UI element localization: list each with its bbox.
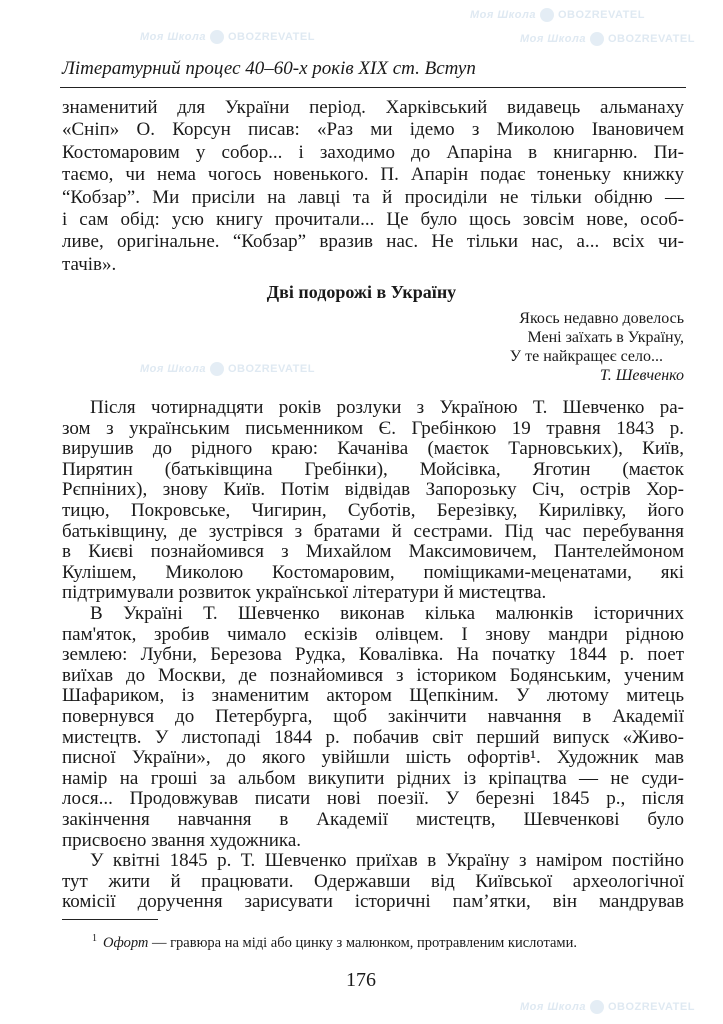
text-line: Після чотирнадцяти років розлуки з Україною Т. Шевченко ра- bbox=[90, 397, 684, 418]
text-line: тачів». bbox=[62, 254, 117, 275]
text-line: і сам обід: усю книгу прочитали... Це було щось зовсім нове, особ- bbox=[62, 209, 684, 230]
text-line: Пирятин (батьківщина Гребінки), Мойсівка, Яготин (маєток bbox=[62, 459, 684, 480]
text-line: Кулішем, Миколою Костомаровим, поміщиками-меценатами, які bbox=[62, 562, 684, 583]
text-line: в Києві познайомився з Михайлом Максимовичем, Пантелеймоном bbox=[62, 541, 684, 562]
text-line: намір на гроші за альбом викупити рідних із кріпацтва — не суди- bbox=[62, 768, 684, 789]
footnote bbox=[92, 930, 577, 952]
text-line: ливе, оригінальне. “Кобзар” вразив нас. Не тільки нас, а... всіх чи- bbox=[62, 231, 684, 252]
text-line: виїхав до Москви, де познайомився з істориком Бодянським, ученим bbox=[62, 665, 684, 686]
watermark-text: Моя Школа bbox=[140, 362, 206, 375]
section-heading: Дві подорожі в Україну bbox=[266, 282, 457, 302]
text-line: тицю, Покровське, Чигирин, Суботів, Березівку, Кирилівку, його bbox=[62, 500, 684, 521]
footnote-marker: 1 bbox=[92, 933, 97, 944]
watermark-text: Моя Школа bbox=[470, 8, 536, 21]
watermark-text: OBOZREVATEL bbox=[557, 8, 645, 21]
watermark-text: OBOZREVATEL bbox=[227, 30, 315, 43]
text-line: підтримували розвиток української літератури й мистецтва. bbox=[62, 582, 547, 603]
watermark bbox=[140, 362, 315, 376]
watermark-text: Моя Школа bbox=[140, 30, 206, 43]
text-line: комісії доручення зарисувати історичні пам’ятки, він мандрував bbox=[62, 891, 684, 912]
text-line: вирушив до рідного краю: Качанівa (маєток Тарновських), Київ, bbox=[62, 438, 684, 459]
text-line: У квітні 1845 р. Т. Шевченко приїхав в Україну з наміром постійно bbox=[90, 850, 684, 871]
running-header: Літературний процес 40–60-х років XIX ст. Вступ bbox=[62, 58, 476, 79]
watermark-text: Моя Школа bbox=[520, 1000, 586, 1013]
header-rule bbox=[60, 87, 686, 88]
text-line: батьківщину, де зустрівся з братами й сестрами. Під час перебування bbox=[62, 521, 684, 542]
text-line: зом з українським письменником Є. Гребінкою 19 травня 1843 р. bbox=[62, 418, 684, 439]
footnote-text: — гравюра на міді або цинку з малюнком, протравленим кислотами. bbox=[148, 934, 577, 951]
watermark bbox=[520, 32, 695, 46]
epigraph-author: Т. Шевченко bbox=[599, 367, 684, 384]
watermark-text: OBOZREVATEL bbox=[607, 32, 695, 45]
text-line: Рєпніних), знову Київ. Потім відвідав Запорозьку Січ, острів Хор- bbox=[62, 479, 684, 500]
text-line: писної України», до якого увійшли шість офортів¹. Художник мав bbox=[62, 747, 684, 768]
watermark bbox=[140, 30, 315, 44]
text-line: закінчення навчання в Академії мистецтв, Шевченкові було bbox=[62, 809, 684, 830]
watermark-text: OBOZREVATEL bbox=[227, 362, 315, 375]
footnote-term: Офорт bbox=[103, 934, 149, 951]
text-line: присвоєно звання художника. bbox=[62, 830, 302, 851]
footnote-rule bbox=[62, 919, 158, 920]
text-line: землею: Лубни, Березова Рудка, Ковалівка. На початку 1844 р. поет bbox=[62, 644, 684, 665]
epigraph-line: Якось недавно довелось bbox=[519, 310, 684, 327]
page-number: 176 bbox=[346, 969, 376, 991]
text-line: тут жити й працювати. Одержавши від Київської археологічної bbox=[62, 871, 684, 892]
text-line: мистецтв. У листопаді 1844 р. побачив світ перший випуск «Живо- bbox=[62, 727, 684, 748]
text-line: таємо, чи нема чогось новенького. П. Апарін подає тоненьку книжку bbox=[62, 164, 684, 185]
text-line: пам'яток, зробив чимало ескізів олівцем. І знову мандри рідною bbox=[62, 624, 684, 645]
text-line: “Кобзар”. Ми присіли на лавці та й просиділи не тільки обідню — bbox=[62, 187, 684, 208]
text-line: В Україні Т. Шевченко виконав кілька малюнків історичних bbox=[90, 603, 684, 624]
text-line: Шафариком, із знаменитим актором Щепкіним. У лютому митець bbox=[62, 685, 684, 706]
watermark bbox=[520, 1000, 695, 1014]
epigraph-line: Мені заїхать в Україну, bbox=[527, 329, 684, 346]
text-line: лося... Продовжував писати нові поезії. У березні 1845 р., після bbox=[62, 788, 684, 809]
watermark bbox=[470, 8, 645, 22]
text-line: повернувся до Петербурга, щоб закінчити навчання в Академії bbox=[62, 706, 684, 727]
epigraph-line: У те найкращеє село... bbox=[509, 348, 663, 365]
watermark-text: Моя Школа bbox=[520, 32, 586, 45]
text-line: знаменитий для України період. Харківський видавець альманаху bbox=[62, 97, 684, 118]
text-line: «Сніп» О. Корсун писав: «Раз ми ідемо з Миколою Івановичем bbox=[62, 119, 684, 140]
watermark-text: OBOZREVATEL bbox=[607, 1000, 695, 1013]
text-line: Костомаровим у собор... і заходимо до Апаріна в книгарню. Пи- bbox=[62, 142, 684, 163]
